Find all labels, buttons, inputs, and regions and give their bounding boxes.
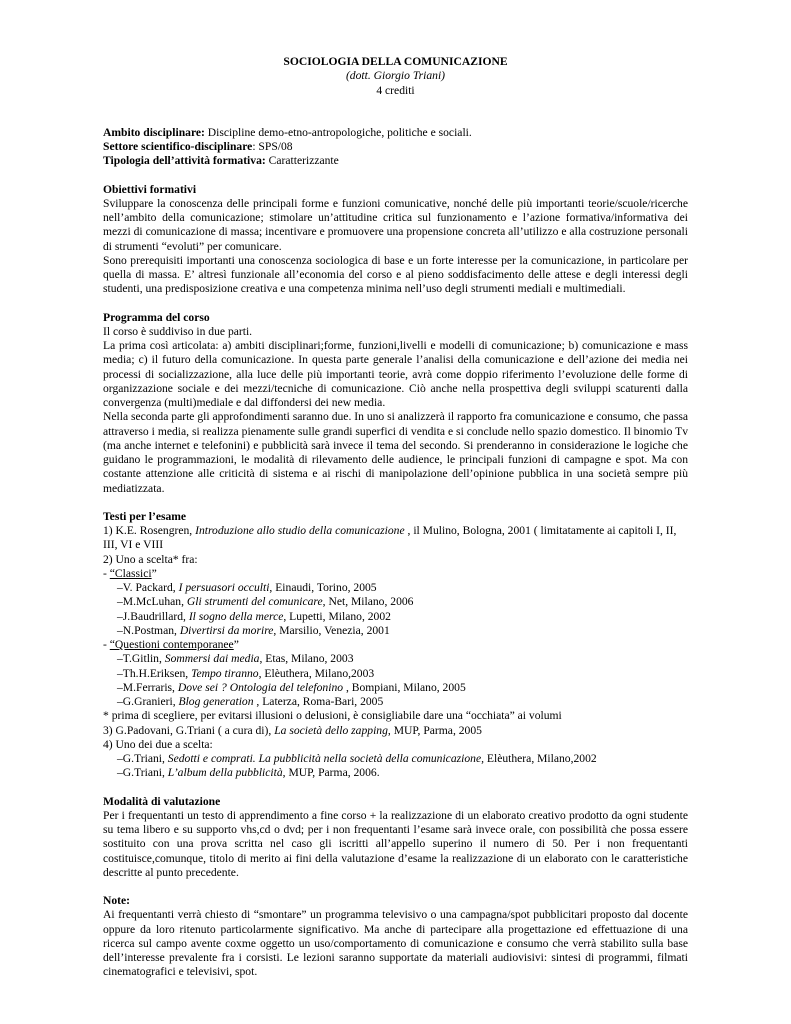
classici-heading bbox=[103, 567, 688, 581]
testi-item-3-author: 3) G.Padovani, G.Triani ( a cura di), bbox=[103, 723, 275, 737]
tipologia-line bbox=[103, 154, 688, 168]
book-entry bbox=[103, 610, 688, 624]
book-title: Sommersi dai media bbox=[164, 652, 260, 666]
testi-item-3-title: La società dello zapping bbox=[274, 723, 388, 737]
settore-line bbox=[103, 140, 688, 154]
obiettivi-section bbox=[103, 183, 688, 297]
classici-label: “Classici bbox=[109, 566, 152, 580]
document-header bbox=[103, 55, 688, 98]
programma-paragraph-1: Il corso è suddiviso in due parti. bbox=[103, 324, 253, 338]
testi-item-3 bbox=[103, 724, 688, 738]
dash-bullet: – bbox=[117, 695, 123, 708]
classici-quote: ” bbox=[151, 566, 157, 580]
testi-section bbox=[103, 510, 688, 781]
book-entry bbox=[103, 624, 688, 638]
book-author: Th.H.Eriksen, bbox=[122, 666, 192, 680]
testi-item-1-author: 1) K.E. Rosengren, bbox=[103, 524, 196, 537]
note-title: Note: bbox=[103, 894, 131, 907]
programma-paragraph-3: Nella seconda parte gli approfondimenti saranno due. In uno si analizzerà il rapporto fra comunicazione e consumo, che passa attraverso i media, si realizza pienamente sulle grandi superfici di vendita e si conclude nello spazio domestico. Il binomio Tv (ma anche internet e telefonini) e pubblicità sarà invece il tema del secondo. Si prenderanno in considerazione le logiche che guidano le programmazioni, le modalità di rilevamento delle audience, le principali funzioni di campagne e spot. Ma con costante attenzione alle criticità di sistema e ai rischi di manipolazione dell’opinione pubblica in una società sempre più mediatizzata. bbox=[103, 410, 688, 495]
obiettivi-paragraph-2: Sono prerequisiti importanti una conoscenza sociologica di base e un forte interesse per la comunicazione, in particolare per quella di massa. E’ altresì funzionale all’economia del corso e al pieno soddisfacimento delle attese e degli interessi degli studenti, una predisposizione creativa e una competenza minima nell’uso degli strumenti mediali e multimediali. bbox=[103, 253, 688, 296]
dash-bullet: – bbox=[117, 623, 123, 637]
tipologia-label: Tipologia dell’attività formativa: bbox=[103, 154, 266, 168]
book-entry bbox=[103, 766, 688, 780]
dash-bullet: – bbox=[117, 666, 123, 680]
questioni-bullet: - bbox=[103, 638, 110, 651]
book-entry bbox=[103, 667, 688, 681]
course-credits: 4 crediti bbox=[376, 83, 415, 97]
book-title: Il sogno della merce bbox=[188, 609, 284, 623]
book-title: Gli strumenti del comunicare bbox=[186, 595, 323, 609]
book-author: N.Postman, bbox=[122, 623, 180, 637]
note-section bbox=[103, 894, 688, 980]
ambito-label: Ambito disciplinare: bbox=[103, 125, 205, 139]
book-entry bbox=[103, 695, 688, 709]
note-paragraph: Ai frequentanti verrà chiesto di “smontare” un programma televisivo o una campagna/spot pubblicitari proposto dal docente oppure da loro ritenuto particolarmente significativo. Ma anche di partecipare alla progettazione ed effettuazione di una ricerca sul campo avente coxme oggetto un uso/comportamento di comunicazione e consumo che verrà stabilito sulla base dell’interesse prevalente fra i corsisti. Le lezioni saranno supportate da materiali audiovisivi: sintesi di programmi, filmati cinematografici e televisivi, spot. bbox=[103, 908, 688, 979]
valutazione-paragraph: Per i frequentanti un testo di apprendimento a fine corso + la realizzazione di un elaborato creativo prodotto da ogni studente su tema libero e su supporto vhs,cd o dvd; per i non frequentanti l’esame sarà invece orale, con possibilità che possa essere sostituito con una prova scritta nel caso gli iscritti all’appello superino il numero di 50. Per i non frequentanti costituisce,comunque, titolo di merito ai fini della valutazione d’esame la realizzazione di un elaborato con le caratteristiche descritte al punto precedente. bbox=[103, 808, 688, 879]
book-entry bbox=[103, 681, 688, 695]
settore-label: Settore scientifico-disciplinare bbox=[103, 140, 253, 153]
dash-bullet: – bbox=[117, 752, 123, 765]
ambito-line bbox=[103, 126, 688, 140]
book-title: Blog generation bbox=[178, 695, 254, 708]
programma-title: Programma del corso bbox=[103, 310, 210, 324]
dash-bullet: – bbox=[117, 595, 123, 609]
dash-bullet: – bbox=[117, 766, 123, 780]
testi-item-1 bbox=[103, 524, 688, 553]
book-author: G.Triani, bbox=[122, 766, 168, 780]
book-title: I persuasori occulti bbox=[178, 581, 270, 594]
testi-note-star: * prima di scegliere, per evitarsi illusioni o delusioni, è consigliabile dare una “occhiata” ai volumi bbox=[103, 709, 562, 723]
book-publisher: , Etas, Milano, 2003 bbox=[259, 652, 354, 666]
testi-item-2: 2) Uno a scelta* fra: bbox=[103, 552, 198, 566]
book-publisher: , Marsilio, Venezia, 2001 bbox=[273, 623, 390, 637]
classici-list bbox=[103, 581, 688, 638]
scelta-list bbox=[103, 752, 688, 781]
lecturer-name: (dott. Giorgio Triani) bbox=[345, 69, 446, 83]
book-publisher: , MUP, Parma, 2006. bbox=[282, 766, 380, 780]
book-publisher: , Laterza, Roma-Bari, 2005 bbox=[253, 695, 384, 708]
book-entry bbox=[103, 652, 688, 666]
book-author: J.Baudrillard, bbox=[122, 609, 189, 623]
testi-item-1-title: Introduzione allo studio della comunicazione bbox=[195, 524, 405, 537]
book-entry bbox=[103, 581, 688, 595]
dash-bullet: – bbox=[117, 581, 123, 594]
valutazione-section bbox=[103, 795, 688, 881]
testi-title: Testi per l’esame bbox=[103, 509, 187, 523]
book-title: Dove sei ? Ontologia del telefonino bbox=[177, 680, 344, 694]
questioni-label: “Questioni contemporanee bbox=[109, 638, 234, 651]
book-title: Divertirsi da morire bbox=[179, 623, 274, 637]
info-block bbox=[103, 126, 688, 169]
course-title: SOCIOLOGIA DELLA COMUNICAZIONE bbox=[283, 55, 508, 68]
book-title: Tempo tiranno bbox=[191, 666, 259, 680]
tipologia-value: Caratterizzante bbox=[265, 154, 339, 168]
testi-item-4: 4) Uno dei due a scelta: bbox=[103, 737, 213, 751]
questioni-heading bbox=[103, 638, 688, 652]
book-publisher: , Lupetti, Milano, 2002 bbox=[283, 609, 391, 623]
document-content bbox=[103, 55, 688, 980]
book-author: V. Packard, bbox=[122, 581, 179, 594]
programma-section bbox=[103, 311, 688, 496]
questioni-quote: ” bbox=[233, 638, 239, 651]
book-author: M.McLuhan, bbox=[122, 595, 187, 609]
testi-item-1-rest: , il Mulino, Bologna, 2001 ( limitatamente ai capitoli I, II, III, VI e VIII bbox=[103, 524, 677, 552]
obiettivi-title: Obiettivi formativi bbox=[103, 182, 197, 196]
book-publisher: Elèuthera, Milano,2002 bbox=[484, 752, 597, 765]
book-publisher: , Net, Milano, 2006 bbox=[322, 595, 414, 609]
classici-bullet: - bbox=[103, 566, 110, 580]
book-author: M.Ferraris, bbox=[122, 680, 178, 694]
book-author: G.Granieri, bbox=[122, 695, 179, 708]
testi-item-3-rest: , MUP, Parma, 2005 bbox=[387, 723, 482, 737]
book-publisher: , Elèuthera, Milano,2003 bbox=[258, 666, 375, 680]
book-entry bbox=[103, 752, 688, 766]
book-publisher: , Bompiani, Milano, 2005 bbox=[343, 680, 466, 694]
book-title: L’album della pubblicità bbox=[167, 766, 283, 780]
dash-bullet: – bbox=[117, 609, 123, 623]
book-author: G.Triani, bbox=[122, 752, 168, 765]
dash-bullet: – bbox=[117, 652, 123, 666]
settore-value: : SPS/08 bbox=[252, 140, 293, 153]
book-title: Sedotti e comprati. La pubblicità nella società della comunicazione, bbox=[167, 752, 484, 765]
ambito-value: Discipline demo-etno-antropologiche, politiche e sociali. bbox=[204, 125, 472, 139]
dash-bullet: – bbox=[117, 680, 123, 694]
book-publisher: , Einaudi, Torino, 2005 bbox=[269, 581, 377, 594]
programma-paragraph-2: La prima così articolata: a) ambiti disciplinari;forme, funzioni,livelli e modelli di comunicazione; b) comunicazione e mass media; c) il futuro della comunicazione. In questa parte generale l’analisi della comunicazione e dell’azione dei media nei processi di socializzazione, alla luce delle più importanti teorie, avrà come doppio riferimento l’evoluzione delle forme di organizzazione sociale e dei mezzi/tecniche di comunicazione. Ciò anche nella prospettiva degli sviluppi scaturenti dalla convergenza (multi)mediale e dal diffondersi dei new media. bbox=[103, 339, 688, 409]
book-entry bbox=[103, 595, 688, 609]
valutazione-title: Modalità di valutazione bbox=[103, 794, 221, 808]
questioni-list bbox=[103, 652, 688, 709]
book-author: T.Gitlin, bbox=[122, 652, 165, 666]
obiettivi-paragraph-1: Sviluppare la conoscenza delle principali forme e funzioni comunicative, nonché delle più importanti teorie/scuole/ricerche nell’ambito della comunicazione; stimolare un’attitudine critica sul funzionamento e l’azione formativa/informativa dei mezzi di comunicazione di massa; incentivare e promuovere una propensione concreta all’utilizzo e alla costruzione personali di strumenti “evoluti” per comunicare. bbox=[103, 196, 688, 253]
